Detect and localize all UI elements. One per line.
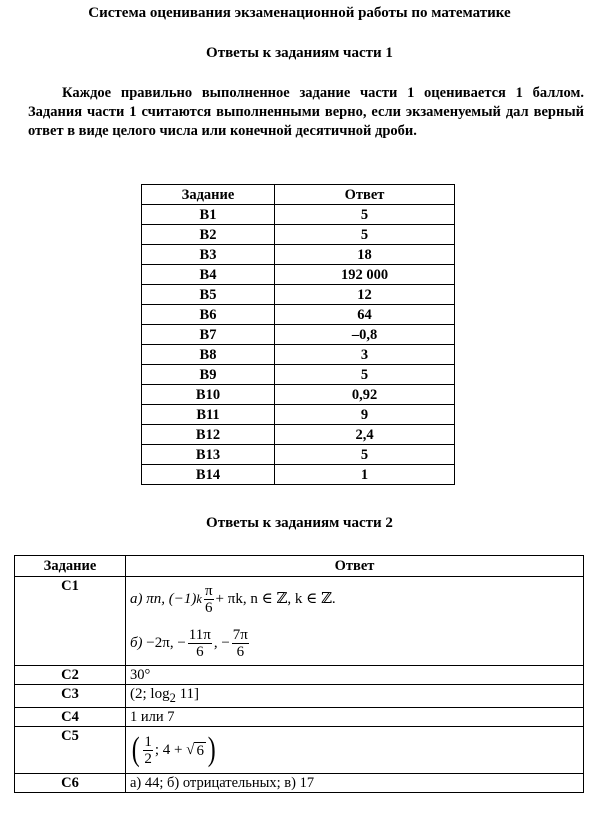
answer-cell: 192 000 [275,265,455,285]
table-row [142,265,455,285]
answer-c4: 1 или 7 [126,708,584,727]
exponent: k [196,592,202,606]
answer-cell: 64 [275,305,455,325]
answer-cell: –0,8 [275,325,455,345]
table-row [15,685,584,708]
task-c2: C2 [15,666,126,685]
answer-cell: 18 [275,245,455,265]
table-header-row [142,185,455,205]
task-cell: B7 [142,325,275,345]
answer-c1-b [130,621,583,665]
answer-cell: 5 [275,205,455,225]
formula-text: πn, (−1) [146,591,197,607]
table-row [142,205,455,225]
part1-heading: Ответы к заданиям части 1 [206,45,393,61]
table-row [15,577,584,666]
table-row [15,774,584,793]
task-cell: B3 [142,245,275,265]
task-cell: B6 [142,305,275,325]
column-header-task: Задание [15,556,126,577]
task-cell: B11 [142,405,275,425]
table-row [142,385,455,405]
task-cell: B1 [142,205,275,225]
task-c6: C6 [15,774,126,793]
task-cell: B10 [142,385,275,405]
fraction: $\frac{\pi}{6}$ [204,582,213,616]
table-row [142,285,455,305]
part1-answers-table [141,184,455,485]
part2-answers-table [14,555,584,793]
formula-text: −2π, − [146,635,186,651]
table-row [142,245,455,265]
page-title: Система оценивания экзаменационной работы по математике [88,5,511,21]
part2-heading: Ответы к заданиям части 2 [206,515,393,531]
table-row [142,405,455,425]
answer-cell: 5 [275,365,455,385]
column-header-task: Задание [142,185,275,205]
label-b: б) [130,635,143,651]
answer-c1-a [130,577,583,621]
part1-intro: Каждое правильно выполненное задание части 1 оценивается 1 баллом. Задания части 1 считаются выполненными верно, если экзаменуемый дал верный ответ в виде целого числа или конечной десятичной дроби. [28,85,584,139]
table-row [142,345,455,365]
fraction: $\frac{7\pi}{6}$ [232,626,248,660]
task-cell: B2 [142,225,275,245]
task-cell: B13 [142,445,275,465]
answer-cell: 3 [275,345,455,365]
table-row [15,666,584,685]
table-header-row [15,556,584,577]
table-row [142,325,455,345]
answer-c3: (2; $\log_2 11$] [126,685,584,708]
answer-cell: 9 [275,405,455,425]
label-a: а) [130,591,143,607]
fraction: $\frac{1}{2}$ [144,733,152,767]
task-cell: B8 [142,345,275,365]
sqrt-symbol: √ 6 [186,742,204,759]
task-c5: C5 [15,727,126,774]
answer-cell: 2,4 [275,425,455,445]
answer-c6: а) 44; б) отрицательных; в) 17 [126,774,584,793]
table-row [142,365,455,385]
task-c1: C1 [15,577,126,666]
table-row [142,445,455,465]
task-cell: B14 [142,465,275,485]
column-header-answer: Ответ [126,556,584,577]
answer-cell: 5 [275,225,455,245]
table-row [142,425,455,445]
formula-text: ; 4 + [154,742,183,758]
answer-c5 [126,727,584,774]
task-cell: B9 [142,365,275,385]
fraction: $\frac{11\pi}{6}$ [188,626,211,660]
table-row [142,305,455,325]
table-row [142,225,455,245]
answer-cell: 1 [275,465,455,485]
task-cell: B5 [142,285,275,305]
formula-text: , − [213,635,230,651]
answer-cell: 5 [275,445,455,465]
task-cell: B4 [142,265,275,285]
task-cell: B12 [142,425,275,445]
task-c3: C3 [15,685,126,708]
answer-c2: 30° [126,666,584,685]
formula-text: + πk, n ∈ ℤ, k ∈ ℤ. [215,591,336,607]
answer-c5-formula: ( $\frac{1}{2}$ ; 4 + √ 6 ) [131,731,216,768]
table-row [15,727,584,774]
table-row [142,465,455,485]
answer-c1 [126,577,584,666]
answer-cell: 12 [275,285,455,305]
table-row [15,708,584,727]
column-header-answer: Ответ [275,185,455,205]
task-c4: C4 [15,708,126,727]
answer-cell: 0,92 [275,385,455,405]
